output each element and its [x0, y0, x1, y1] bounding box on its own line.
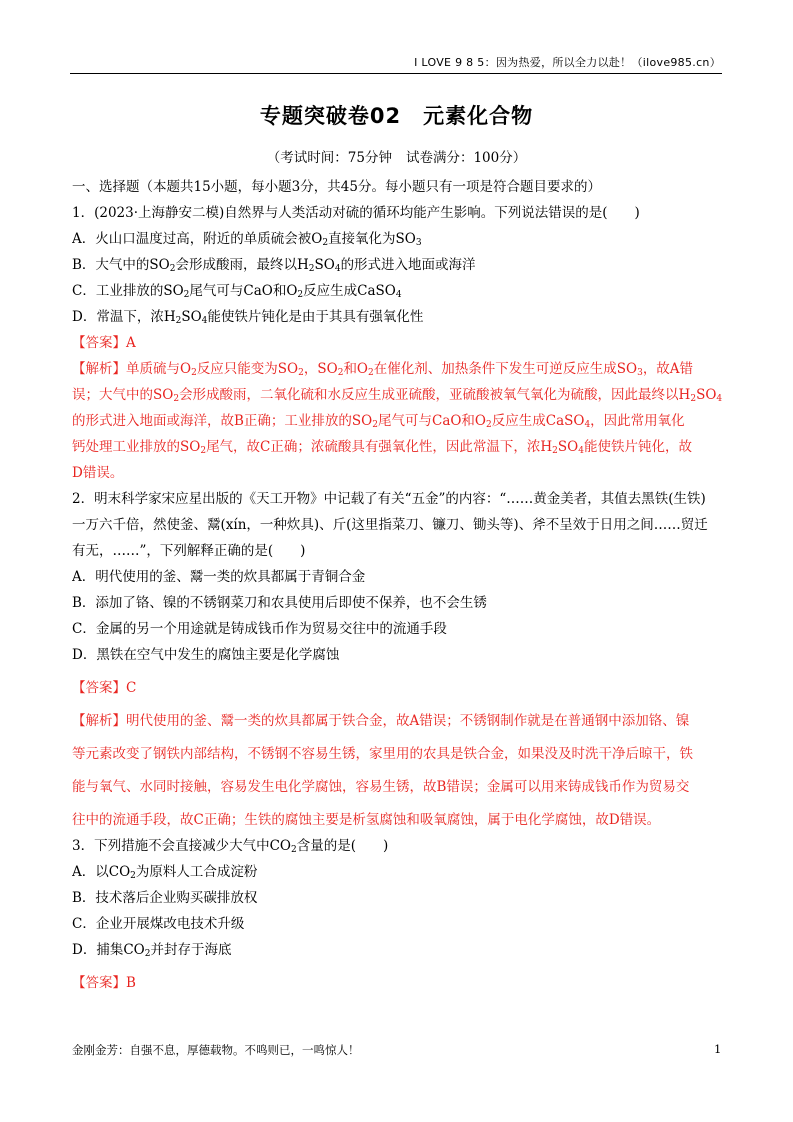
q1-analysis-end: D错误。	[72, 465, 124, 481]
q2-stem-line: 一万六千倍，然使釜、鬵(xín，一种炊具)、斤(这里指菜刀、镰刀、锄头等)、斧不呈效于日用之间……贸迁	[72, 517, 708, 533]
q1-analysis-line: 【解析】单质硫与$O_2$反应只能变为$SO_2$，$SO_2$和$O_2$在催化剂、加热条件下发生可逆反应生成$SO_3$，故A错	[72, 361, 694, 378]
q2-analysis-line: 等元素改变了钢铁内部结构，不锈钢不容易生锈，家里用的农具是铁合金，如果没及时洗干净后晾干，铁	[72, 746, 693, 762]
q3-option-d: D．捕集$CO_2$并封存于海底	[72, 942, 232, 959]
q2-option-a: A．明代使用的釜、鬵一类的炊具都属于青铜合金	[72, 569, 366, 585]
q2-option-c: C．金属的另一个用途就是铸成钱币作为贸易交往中的流通手段	[72, 621, 447, 637]
q3-option-b: B．技术落后企业购买碳排放权	[72, 890, 258, 906]
q3-option-a: A．以$CO_2$为原料人工合成淀粉	[72, 864, 258, 881]
footer-motto: 金刚金芳：自强不息，厚德载物。不鸣则已，一鸣惊人！	[72, 1043, 360, 1057]
q1-analysis-line: 的形式进入地面或海洋，故B正确；工业排放的$SO_2$尾气可与CaO和$O_2$反应生成CaSO$_4$，因此常用氧化	[72, 413, 685, 430]
exam-time: （考试时间：75分钟	[266, 150, 392, 166]
header-divider	[70, 73, 722, 74]
page-header: I LOVE 9 8 5：因为热爱，所以全力以赴！（ilove985.cn）	[414, 56, 721, 69]
q1-option-b: B．大气中的$SO_2$会形成酸雨，最终以$H_2SO_4$的形式进入地面或海洋	[72, 257, 476, 274]
page-title	[0, 100, 793, 130]
title-main: 专题突破卷02	[259, 104, 402, 128]
q1-option-d: D．常温下，浓$H_2SO_4$能使铁片钝化是由于其具有强氧化性	[72, 309, 424, 326]
q2-stem-line: 有无，……”，下列解释正确的是( )	[72, 543, 306, 559]
q2-option-b: B．添加了铬、镍的不锈钢菜刀和农具使用后即使不保养，也不会生锈	[72, 595, 487, 611]
page-number: 1	[714, 1042, 722, 1056]
q1-analysis-line: 钙处理工业排放的$SO_2$尾气，故C正确；浓硫酸具有强氧化性，因此常温下，浓$H_2SO_4$能使铁片钝化，故	[72, 439, 692, 456]
q1-answer: 【答案】A	[72, 335, 136, 351]
q2-analysis-line: 【解析】明代使用的釜、鬵一类的炊具都属于铁合金，故A错误；不锈钢制作就是在普通钢中添加铬、镍	[72, 713, 690, 729]
q1-option-c: C．工业排放的$SO_2$尾气可与CaO和$O_2$反应生成CaSO$_4$	[72, 283, 402, 300]
q1-analysis-line: 误；大气中的$SO_2$会形成酸雨，二氧化硫和水反应生成亚硫酸，亚硫酸被氧气氧化为硫酸，因此最终以$H_2SO_4$	[72, 387, 722, 404]
q3-answer: 【答案】B	[72, 975, 136, 991]
q2-analysis-line: 能与氧气、水同时接触，容易发生电化学腐蚀，容易生锈，故B错误；金属可以用来铸成钱币作为贸易交	[72, 779, 690, 795]
q2-stem-line: 2．明末科学家宋应星出版的《天工开物》中记载了有关“五金”的内容：“……黄金美者，其值去黑铁(生铁)	[72, 491, 706, 507]
exam-info	[0, 146, 793, 166]
section-heading: 一、选择题（本题共15小题，每小题3分，共45分。每小题只有一项是符合题目要求的）	[72, 179, 601, 195]
q2-analysis-line: 往中的流通手段，故C正确；生铁的腐蚀主要是析氢腐蚀和吸氧腐蚀，属于电化学腐蚀，故D错误。	[72, 812, 661, 828]
title-topic: 元素化合物	[423, 104, 534, 128]
q1-option-a: A．火山口温度过高，附近的单质硫会被$O_2$直接氧化为$SO_3$	[72, 231, 422, 248]
document-body	[72, 174, 722, 996]
q3-option-c: C．企业开展煤改电技术升级	[72, 916, 245, 932]
q2-answer: 【答案】C	[72, 680, 137, 696]
q1-stem: 1．(2023·上海静安二模)自然界与人类活动对硫的循环均能产生影响。下列说法错误的是( )	[72, 205, 640, 221]
q3-stem: 3．下列措施不会直接减少大气中$CO_2$含量的是( )	[72, 838, 389, 855]
q2-option-d: D．黑铁在空气中发生的腐蚀主要是化学腐蚀	[72, 647, 340, 663]
exam-score: 试卷满分：100分）	[405, 150, 527, 166]
